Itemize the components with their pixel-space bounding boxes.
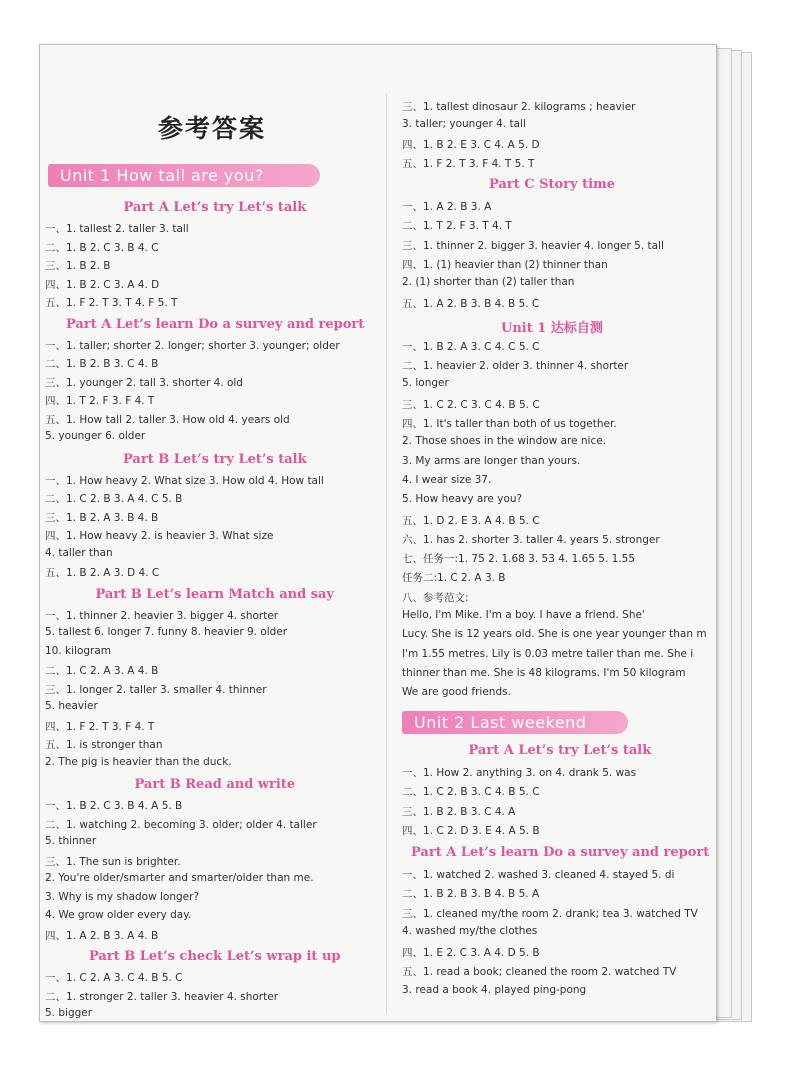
answer-line: 六、1. has 2. shorter 3. taller 4. years 5. stronger [402,533,660,546]
answer-line: 3. read a book 4. played ping-pong [402,983,587,996]
answer-line: 5. bigger [45,1007,93,1019]
answer-line: I'm 1.55 metres. Lily is 0.03 metre taller than me. She i [402,647,694,660]
answer-line: 五、1. A 2. B 3. B 4. B 5. C [402,297,540,310]
answer-line: 七、任务一:1. 75 2. 1.68 3. 53 4. 1.65 5. 1.55 [402,553,636,566]
answer-line: 三、1. The sun is brighter. [45,855,181,868]
answer-line: 5. heavier [45,700,98,712]
answer-line: 4. washed my/the clothes [402,925,538,937]
answer-line: 一、1. How 2. anything 3. on 4. drank 5. was [402,766,637,779]
column-divider [386,93,387,1013]
answer-line: 四、1. E 2. C 3. A 4. D 5. B [402,946,540,959]
answer-line: 四、1. C 2. D 3. E 4. A 5. B [402,825,540,837]
answer-line: 四、1. B 2. C 3. A 4. D [45,278,160,291]
answer-line: 10. kilogram [45,644,112,657]
answer-line: 一、1. C 2. A 3. C 4. B 5. C [45,972,183,984]
answer-line: 四、1. (1) heavier than (2) thinner than [402,258,608,271]
answer-line: 三、1. B 2. B 3. C 4. A [402,805,516,818]
section-heading: Part B Let’s try Let’s talk [123,451,307,467]
answer-line: thinner than me. She is 48 kilograms. I'm 50 kilogram [402,666,686,679]
answer-line: 4. taller than [45,546,113,559]
section-heading: Part B Read and write [134,777,296,792]
answer-line: 二、1. B 2. B 3. B 4. B 5. A [402,888,540,900]
answer-line: 三、1. thinner 2. bigger 3. heavier 4. longer 5. tall [402,239,664,252]
answer-line: 3. My arms are longer than yours. [402,454,581,467]
answer-line: 5. longer [402,377,449,390]
answer-line: 一、1. B 2. A 3. C 4. C 5. C [402,340,540,353]
answer-line: 一、1. taller; shorter 2. longer; shorter 3. younger; older [45,339,340,352]
answer-line: 八、参考范文: [402,591,469,604]
section-heading: Part A Let’s learn Do a survey and report [411,844,710,860]
answer-line: 一、1. watched 2. washed 3. cleaned 4. stayed 5. di [402,868,675,881]
answer-line: 4. We grow older every day. [45,909,192,921]
answer-line: 任务二:1. C 2. A 3. B [402,572,506,585]
answer-line: 四、1. It's taller than both of us together. [402,418,617,430]
answer-line: 一、1. How heavy 2. What size 3. How old 4. How tall [45,474,324,487]
answer-line: 五、1. read a book; cleaned the room 2. watched TV [402,966,677,978]
answer-line: 四、1. T 2. F 3. F 4. T [45,395,155,407]
answer-line: 五、1. is stronger than [45,739,163,751]
answer-line: 三、1. B 2. A 3. B 4. B [45,511,159,524]
answer-line: We are good friends. [402,686,511,699]
answer-line: 一、1. B 2. C 3. B 4. A 5. B [45,800,183,812]
answer-line: 三、1. cleaned my/the room 2. drank; tea 3. watched TV [402,907,698,920]
answer-line: 三、1. tallest dinosaur 2. kilograms ; heavier [402,101,636,113]
answer-line: 三、1. longer 2. taller 3. smaller 4. thinner [45,683,267,696]
answer-line: 五、1. B 2. A 3. D 4. C [45,567,160,579]
section-heading: Part A Let’s try Let’s talk [123,200,307,215]
answer-line: 二、1. T 2. F 3. T 4. T [402,220,512,233]
answer-line: 五、1. D 2. E 3. A 4. B 5. C [402,514,540,527]
answer-line: 三、1. B 2. B [45,260,111,272]
unit1-banner: Unit 1 How tall are you? [48,164,320,187]
unit2-banner: Unit 2 Last weekend [402,711,628,734]
answer-line: 2. Those shoes in the window are nice. [402,435,607,448]
section-heading: Part A Let’s try Let’s talk [468,742,652,758]
answer-line: 二、1. heavier 2. older 3. thinner 4. shorter [402,360,629,373]
answer-page [39,44,717,1022]
answer-line: 二、1. C 2. B 3. A 4. C 5. B [45,493,183,505]
answer-line: 5. tallest 6. longer 7. funny 8. heavier 9. older [45,626,288,638]
answer-line: Hello, I'm Mike. I'm a boy. I have a friend. She' [402,609,645,621]
answer-line: 2. You're older/smarter and smarter/older than me. [45,872,314,884]
answer-line: 五、1. F 2. T 3. F 4. T 5. T [402,158,535,170]
answer-line: 三、1. younger 2. tall 3. shorter 4. old [45,376,243,389]
answer-line: 2. The pig is heavier than the duck. [45,755,232,768]
page-title: 参考答案 [158,114,267,143]
section-heading: Part C Story time [489,177,616,192]
answer-line: 一、1. thinner 2. heavier 3. bigger 4. shorter [45,609,279,622]
answer-line: Lucy. She is 12 years old. She is one year younger than m [402,628,707,641]
answer-line: 四、1. How heavy 2. is heavier 3. What size [45,530,274,542]
answer-line: 四、1. A 2. B 3. A 4. B [45,929,159,942]
section-heading: Part B Let’s check Let’s wrap it up [89,949,341,964]
answer-line: 2. (1) shorter than (2) taller than [402,276,575,289]
answer-line: 5. How heavy are you? [402,493,523,506]
section-heading: Part A Let’s learn Do a survey and report [66,316,365,332]
answer-line: 四、1. F 2. T 3. F 4. T [45,720,155,733]
answer-line: 二、1. B 2. B 3. C 4. B [45,358,159,370]
answer-line: 五、1. F 2. T 3. T 4. F 5. T [45,297,178,309]
answer-line: 三、1. C 2. C 3. C 4. B 5. C [402,398,540,411]
answer-line: 四、1. B 2. E 3. C 4. A 5. D [402,139,540,151]
answer-line: 5. thinner [45,835,97,847]
section-heading: Unit 1 达标自测 [501,320,603,336]
answer-line: 3. Why is my shadow longer? [45,890,200,903]
answer-line: 二、1. C 2. A 3. A 4. B [45,665,159,677]
answer-line: 一、1. tallest 2. taller 3. tall [45,223,189,235]
answer-line: 二、1. watching 2. becoming 3. older; older 4. taller [45,818,317,831]
answer-line: 5. younger 6. older [45,430,146,442]
answer-line: 4. I wear size 37. [402,473,492,486]
answer-line: 五、1. How tall 2. taller 3. How old 4. years old [45,413,290,426]
answer-line: 二、1. stronger 2. taller 3. heavier 4. shorter [45,990,279,1003]
answer-line: 3. taller; younger 4. tall [402,118,526,130]
section-heading: Part B Let’s learn Match and say [95,586,334,602]
answer-line: 一、1. A 2. B 3. A [402,201,492,213]
answer-line: 二、1. B 2. C 3. B 4. C [45,241,159,254]
answer-line: 二、1. C 2. B 3. C 4. B 5. C [402,786,540,798]
